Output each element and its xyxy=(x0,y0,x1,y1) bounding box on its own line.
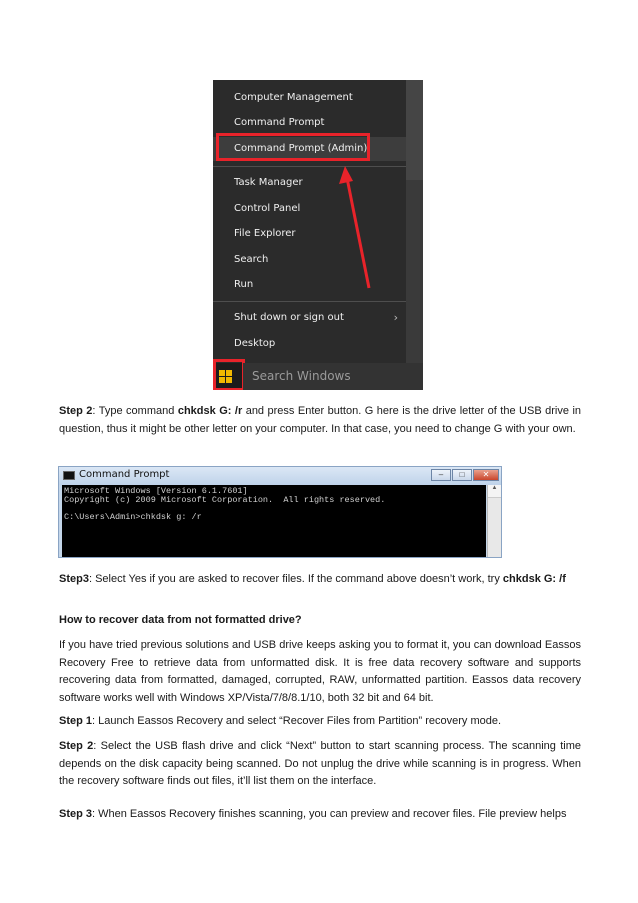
step1-paragraph xyxy=(59,713,581,731)
menu-item-command-prompt[interactable]: Command Prompt xyxy=(234,117,325,128)
close-icon[interactable]: ✕ xyxy=(473,469,499,481)
menu-item-computer-management[interactable]: Computer Management xyxy=(234,92,353,103)
step3-paragraph xyxy=(59,571,581,589)
shutdown-label: Shut down or sign out xyxy=(234,312,344,323)
menu-item-task-manager[interactable]: Task Manager xyxy=(234,177,303,188)
step2-paragraph xyxy=(59,403,581,438)
console-output[interactable] xyxy=(62,485,486,558)
menu-item-search[interactable]: Search xyxy=(234,254,269,265)
search-input[interactable]: Search Windows xyxy=(243,363,423,390)
menu-item-control-panel[interactable]: Control Panel xyxy=(234,203,301,214)
window-title: Command Prompt xyxy=(79,469,170,480)
menu-edge xyxy=(406,80,423,390)
scrollbar[interactable] xyxy=(487,485,501,558)
window-controls xyxy=(430,469,499,482)
menu-item-command-prompt-admin[interactable]: Command Prompt (Admin) xyxy=(213,137,406,161)
cmd-icon xyxy=(63,471,75,480)
command-text: chkdsk G: /r xyxy=(177,405,243,417)
console-line: Copyright (c) 2009 Microsoft Corporation. All rights reserved. xyxy=(64,494,386,505)
maximize-icon[interactable]: □ xyxy=(452,469,472,481)
step-text: : Select Yes if you are asked to recover files. If the command above doesn’t work, try xyxy=(88,573,503,585)
step-label: Step 2 xyxy=(59,405,93,417)
window-titlebar xyxy=(59,467,501,485)
command-text: chkdsk G: /f xyxy=(502,573,566,585)
step3-recovery-paragraph xyxy=(59,806,581,824)
step-label: Step 1 xyxy=(59,715,93,727)
step-text: and press Enter button. G here is the drive letter of the USB drive in question, thus it might be other letter on your computer. In that case, you need to change G with your own. xyxy=(59,405,581,435)
step-label: Step3 xyxy=(59,573,89,585)
highlight-box xyxy=(213,359,245,390)
chevron-right-icon: › xyxy=(393,311,398,324)
minimize-icon[interactable]: – xyxy=(431,469,451,481)
menu-divider xyxy=(213,166,406,167)
highlight-box xyxy=(216,133,370,161)
menu-item-run[interactable]: Run xyxy=(234,279,254,290)
step-label: Step 2 xyxy=(59,740,94,752)
taskbar xyxy=(213,363,423,390)
command-prompt-screenshot xyxy=(58,466,502,558)
console-line: C:\Users\Admin>chkdsk g: /r xyxy=(64,511,202,522)
winx-menu-screenshot xyxy=(213,80,423,390)
menu-item-desktop[interactable]: Desktop xyxy=(234,338,276,349)
menu-item-shutdown[interactable] xyxy=(213,306,406,330)
menu-divider xyxy=(213,301,406,302)
section-heading: How to recover data from not formatted drive? xyxy=(59,614,302,626)
step-text: : When Eassos Recovery finishes scanning, you can preview and recover files. File preview helps xyxy=(92,808,567,820)
step2-recovery-paragraph xyxy=(59,738,581,791)
step-text: : Select the USB flash drive and click “Next” button to start scanning process. The scanning time depends on the disk capacity being scanned. Do not unplug the drive while scanning is in progress. When the recovery software finds out files, it’ll list them on the interface. xyxy=(59,740,581,787)
scroll-up-icon[interactable]: ▲ xyxy=(488,485,501,498)
step-text: : Type command xyxy=(92,405,178,417)
console-line: Microsoft Windows [Version 6.1.7601] xyxy=(64,486,248,496)
step-label: Step 3 xyxy=(59,808,93,820)
intro-paragraph: If you have tried previous solutions and USB drive keeps asking you to format it, you can download Eassos Recovery Free to retrieve data from unformatted disk. It is free data recovery software and supports recovering data from formatted, damaged, corrupted, RAW, unformatted partition. Eassos data recovery software works well with Windows XP/Vista/7/8/8.1/10, both 32 bit and 64 bit. xyxy=(59,639,581,704)
menu-item-file-explorer[interactable]: File Explorer xyxy=(234,228,296,239)
step-text: : Launch Eassos Recovery and select “Recover Files from Partition” recovery mode. xyxy=(92,715,502,727)
